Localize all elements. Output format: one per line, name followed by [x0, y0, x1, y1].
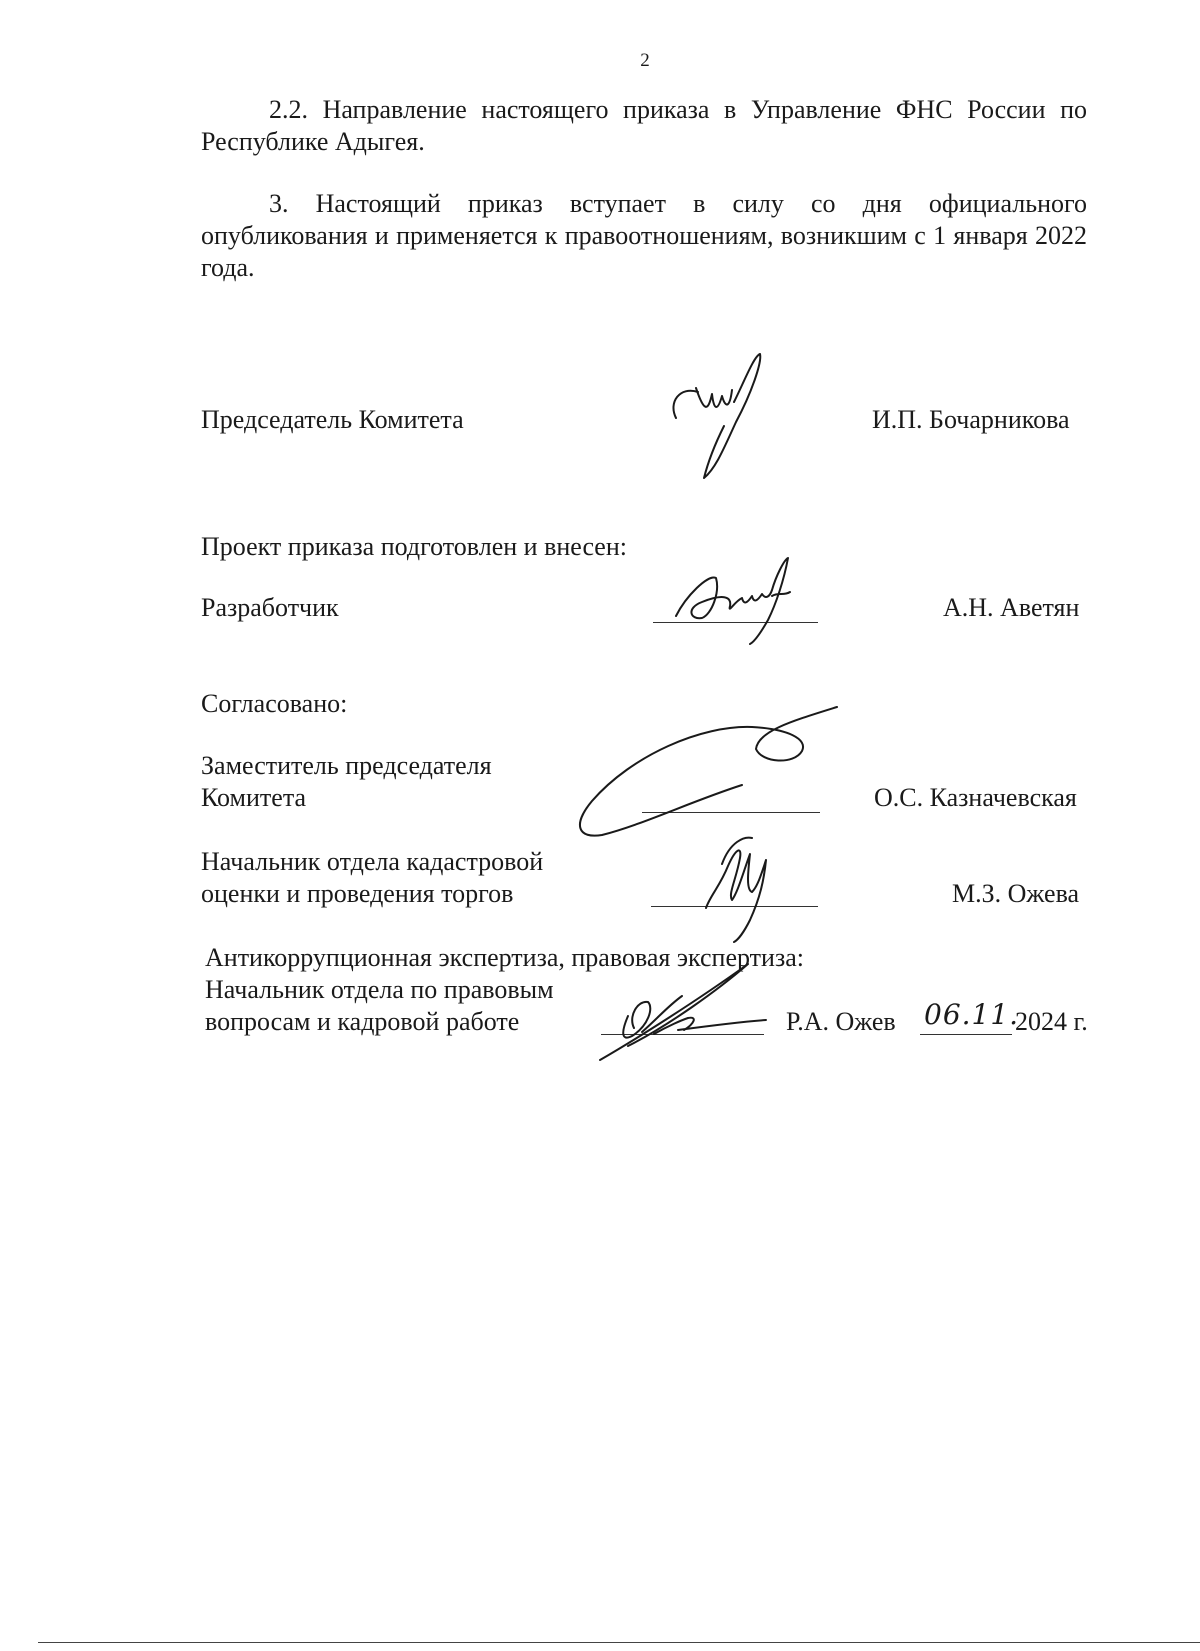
cadastral-role-line2: оценки и проведения торгов: [201, 879, 514, 908]
page-number: 2: [640, 50, 650, 71]
legal-signature: [598, 960, 778, 1070]
legal-date-line: [920, 1034, 1012, 1035]
agreed-heading: Согласовано:: [201, 689, 348, 718]
paragraph-3: 3. Настоящий приказ вступает в силу со дня официального опубликования и применяется к правоотношениям, возникшим с 1 января 2022 года.: [201, 189, 1087, 282]
legal-role-line1: Начальник отдела по правовым: [205, 975, 554, 1004]
cadastral-role-line1: Начальник отдела кадастровой: [201, 847, 544, 876]
legal-date-handwritten: 06.11.: [924, 998, 1020, 1031]
legal-name: Р.А. Ожев: [786, 1007, 896, 1036]
prepared-by-heading: Проект приказа подготовлен и внесен:: [201, 532, 627, 561]
deputy-name: О.С. Казначевская: [874, 783, 1077, 812]
chairman-name: И.П. Бочарникова: [872, 405, 1070, 434]
deputy-role-line2: Комитета: [201, 783, 307, 812]
legal-heading: Антикоррупционная экспертиза, правовая экспертиза:: [205, 943, 804, 972]
chairman-signature: [668, 352, 768, 482]
developer-role: Разработчик: [201, 593, 339, 622]
chairman-title: Председатель Комитета: [201, 405, 464, 434]
bottom-rule: [38, 1642, 1200, 1643]
cadastral-name: М.З. Ожева: [952, 879, 1080, 908]
developer-signature: [672, 556, 802, 646]
cadastral-signature: [700, 836, 800, 946]
deputy-signature: [572, 705, 842, 845]
paragraph-2-2: 2.2. Направление настоящего приказа в Управление ФНС России по Республике Адыгея.: [201, 95, 1087, 156]
deputy-role-line1: Заместитель председателя: [201, 751, 492, 780]
legal-date-year: 2024 г.: [1015, 1007, 1088, 1036]
legal-role-line2: вопросам и кадровой работе: [205, 1007, 520, 1036]
developer-name: А.Н. Аветян: [943, 593, 1080, 622]
